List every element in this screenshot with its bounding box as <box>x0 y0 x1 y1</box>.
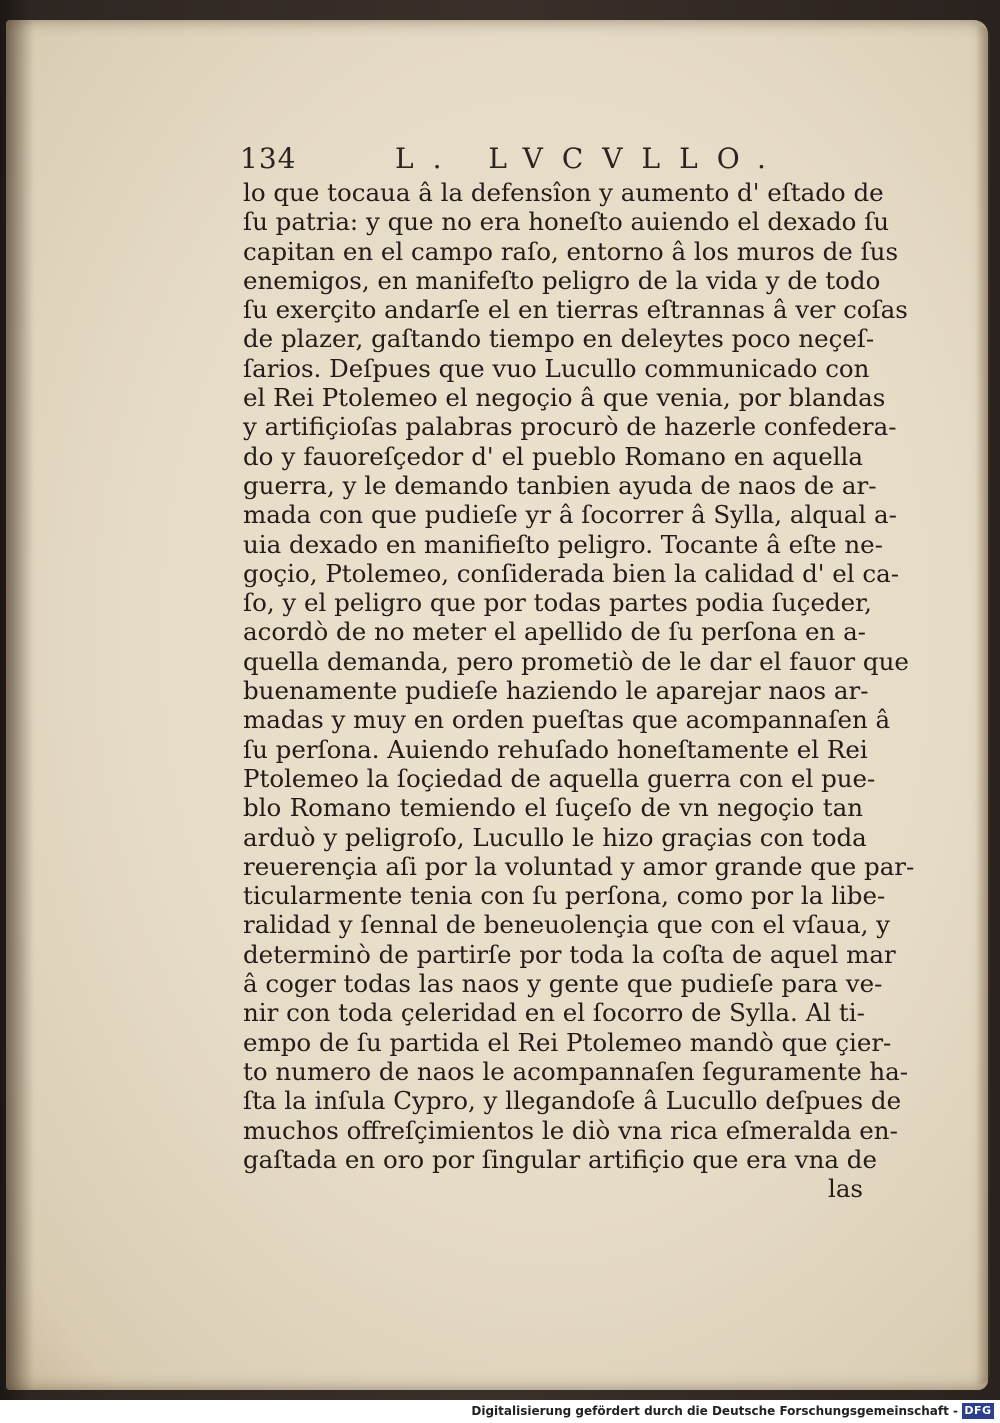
gutter-shadow <box>6 20 34 1390</box>
text-line: ſo, y el peligro que por todas partes podia ſuçeder, <box>243 588 872 618</box>
text-line: capitan en el campo raſo, entorno â los muros de ſus <box>243 236 899 266</box>
page-edge <box>976 26 990 1384</box>
text-line: empo de ſu partida el Rei Ptolemeo mandò que çier- <box>243 1027 892 1057</box>
text-line: goçio, Ptolemeo, conſiderada bien la calidad d' el ca- <box>243 558 900 588</box>
text-line: ralidad y ſennal de beneuolençia que con el vſaua, y <box>243 910 890 940</box>
text-line: quella demanda, pero prometiò de le dar el fauor que <box>243 646 909 676</box>
text-line: enemigos, en manifeſto peligro de la vida y de todo <box>243 265 881 295</box>
text-line: mada con que pudieſe yr â ſocorrer â Sylla, alqual a- <box>243 500 897 530</box>
text-line: y artifiçioſas palabras procurò de hazerle confedera- <box>243 412 897 442</box>
text-line: Ptolemeo la ſoçiedad de aquella guerra con el pue- <box>243 763 876 793</box>
text-line: arduò y peligroſo, Lucullo le hizo graçias con toda <box>243 822 867 852</box>
body-text <box>243 178 915 1204</box>
funding-notice: Digitalisierung gefördert durch die Deutsche Forschungsgemeinschaft - <box>471 1404 958 1418</box>
text-line: ſu perſona. Auiendo rehuſado honeſtamente el Rei <box>243 734 868 764</box>
text-line: ſta la inſula Cypro, y llegandoſe â Lucullo deſpues de <box>243 1086 902 1116</box>
text-line: ſu patria: y que no era honeſto auiendo el dexado ſu <box>243 207 890 237</box>
dfg-logo-icon: DFG <box>962 1403 994 1419</box>
footer-bar <box>0 1400 1000 1423</box>
text-line: ſarios. Deſpues que vuo Lucullo communicado con <box>243 353 870 383</box>
text-line: to numero de naos le acompannaſen ſeguramente ha- <box>243 1056 909 1086</box>
text-line: ſu exerçito andarſe el en tierras eſtrannas â ver coſas <box>243 295 908 325</box>
text-line: reuerençia aſi por la voluntad y amor grande que par- <box>243 851 915 881</box>
text-line: â coger todas las naos y gente que pudieſe para ve- <box>243 969 883 999</box>
page-number: 134 <box>240 142 297 175</box>
text-line: lo que tocaua â la defensîon y aumento d' eſtado de <box>243 178 884 207</box>
catchword: las <box>827 1174 863 1204</box>
text-line: nir con toda çeleridad en el ſocorro de Sylla. Al ti- <box>243 998 865 1028</box>
text-line: do y fauoreſçedor d' el pueblo Romano en aquella <box>243 441 863 471</box>
text-line: blo Romano temiendo el ſuçeſo de vn negoçio tan <box>243 793 863 823</box>
text-line: gaſtada en oro por ſingular artifiçio que era vna de <box>243 1144 877 1174</box>
text-line: el Rei Ptolemeo el negoçio â que venia, por blandas <box>243 383 886 413</box>
text-line: de plazer, gaſtando tiempo en deleytes poco neçeſ- <box>243 324 875 354</box>
running-title: L. LVCVLLO. <box>395 142 785 175</box>
text-line: guerra, y le demando tanbien ayuda de naos de ar- <box>243 470 877 500</box>
text-line: acordò de no meter el apellido de ſu perſona en a- <box>243 617 866 647</box>
text-line: madas y muy en orden pueſtas que acompannaſen â <box>243 705 891 735</box>
text-line: muchos offreſçimientos le diò vna rica eſmeralda en- <box>243 1115 898 1145</box>
text-line: uia dexado en manifieſto peligro. Tocante â eſte ne- <box>243 529 883 559</box>
text-line: ticularmente tenia con ſu perſona, como por la libe- <box>243 881 886 911</box>
running-head <box>240 142 860 182</box>
text-line: determinò de partirſe por toda la coſta de aquel mar <box>243 939 896 969</box>
text-line: buenamente pudieſe haziendo le aparejar naos ar- <box>243 676 869 706</box>
